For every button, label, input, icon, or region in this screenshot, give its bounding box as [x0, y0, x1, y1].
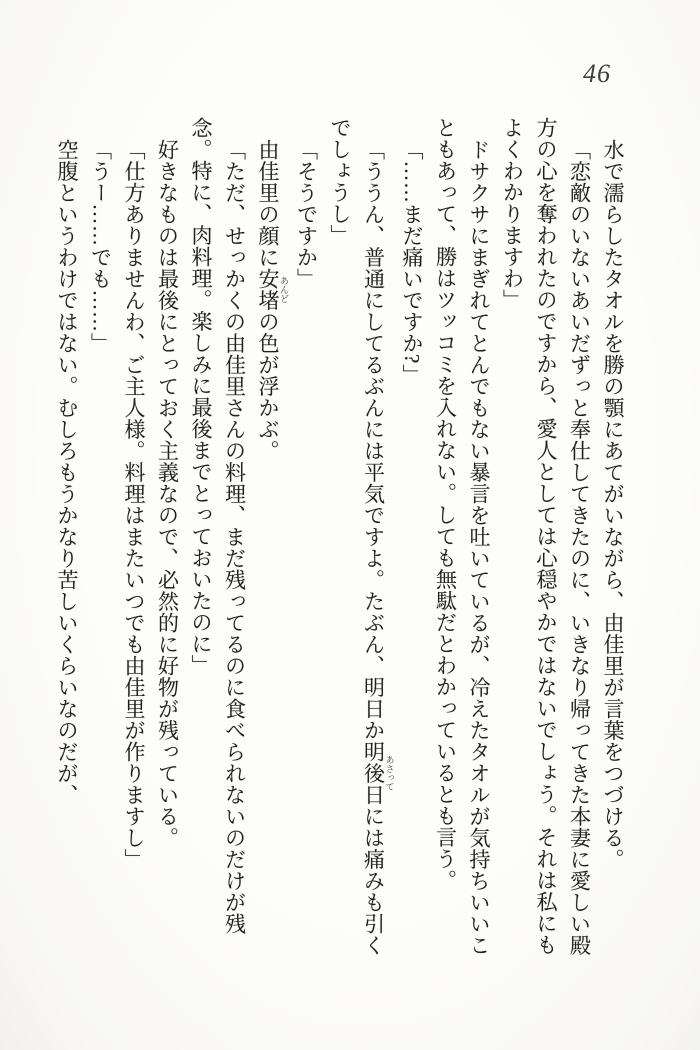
paragraph: 空腹というわけではない。むしろもうかなり苦しいくらいなのだが、 [55, 138, 79, 805]
furigana: あんど [279, 267, 289, 311]
paragraph: 「恋敵のいないあいだずっと奉仕してきたのに、いきなり帰ってきた本妻に愛しい殿方の心を奪われたのですから、愛人としては心穏やかではないでしょう。それは私にもよくわかりますわ」 [500, 117, 592, 956]
vertical-text-block [50, 117, 630, 962]
paragraph: 「……まだ痛いですか?」 [400, 138, 424, 385]
paragraph: 「ううん、普通にしてるぶんには平気ですよ。たぶん、明日か明後日 あさってには痛みも引くでしょうし」 [328, 117, 395, 956]
ruby-annotated-word: 安堵 あんど [256, 267, 289, 311]
ruby-annotated-word: 明後日 あさって [361, 740, 395, 805]
paragraph: 水で濡らしたタオルを勝の顎にあてがいながら、由佳里が言葉をつづける。 [601, 138, 625, 870]
paragraph: ドサクサにまぎれてとんでもない暴言を吐いているが、冷えたタオルが気持ちいいこともあって、勝はツッコミを入れない。しても無駄だとわかっているとも言う。 [433, 117, 491, 956]
paragraph: 由佳里の顔に安堵 あんどの色が浮かぶ。 [256, 138, 289, 461]
paragraph: 「うー……でも……」 [88, 138, 113, 354]
paragraph: 「仕方ありませんわ、ご主人様。料理はまたいつでも由佳里が作りますし」 [122, 138, 146, 870]
paragraph: 「ただ、せっかくの由佳里さんの料理、まだ残ってるのに食べられないのだけが残念。特に、肉料理。楽しみに最後までとっておいたのに」 [189, 117, 247, 934]
page-number: 46 [583, 59, 611, 88]
paragraph: 好きなものは最後にとっておく主義なので、必然的に好物が残っている。 [155, 138, 180, 848]
furigana: あさって [384, 740, 395, 805]
paragraph: 「そうですか」 [294, 138, 319, 289]
